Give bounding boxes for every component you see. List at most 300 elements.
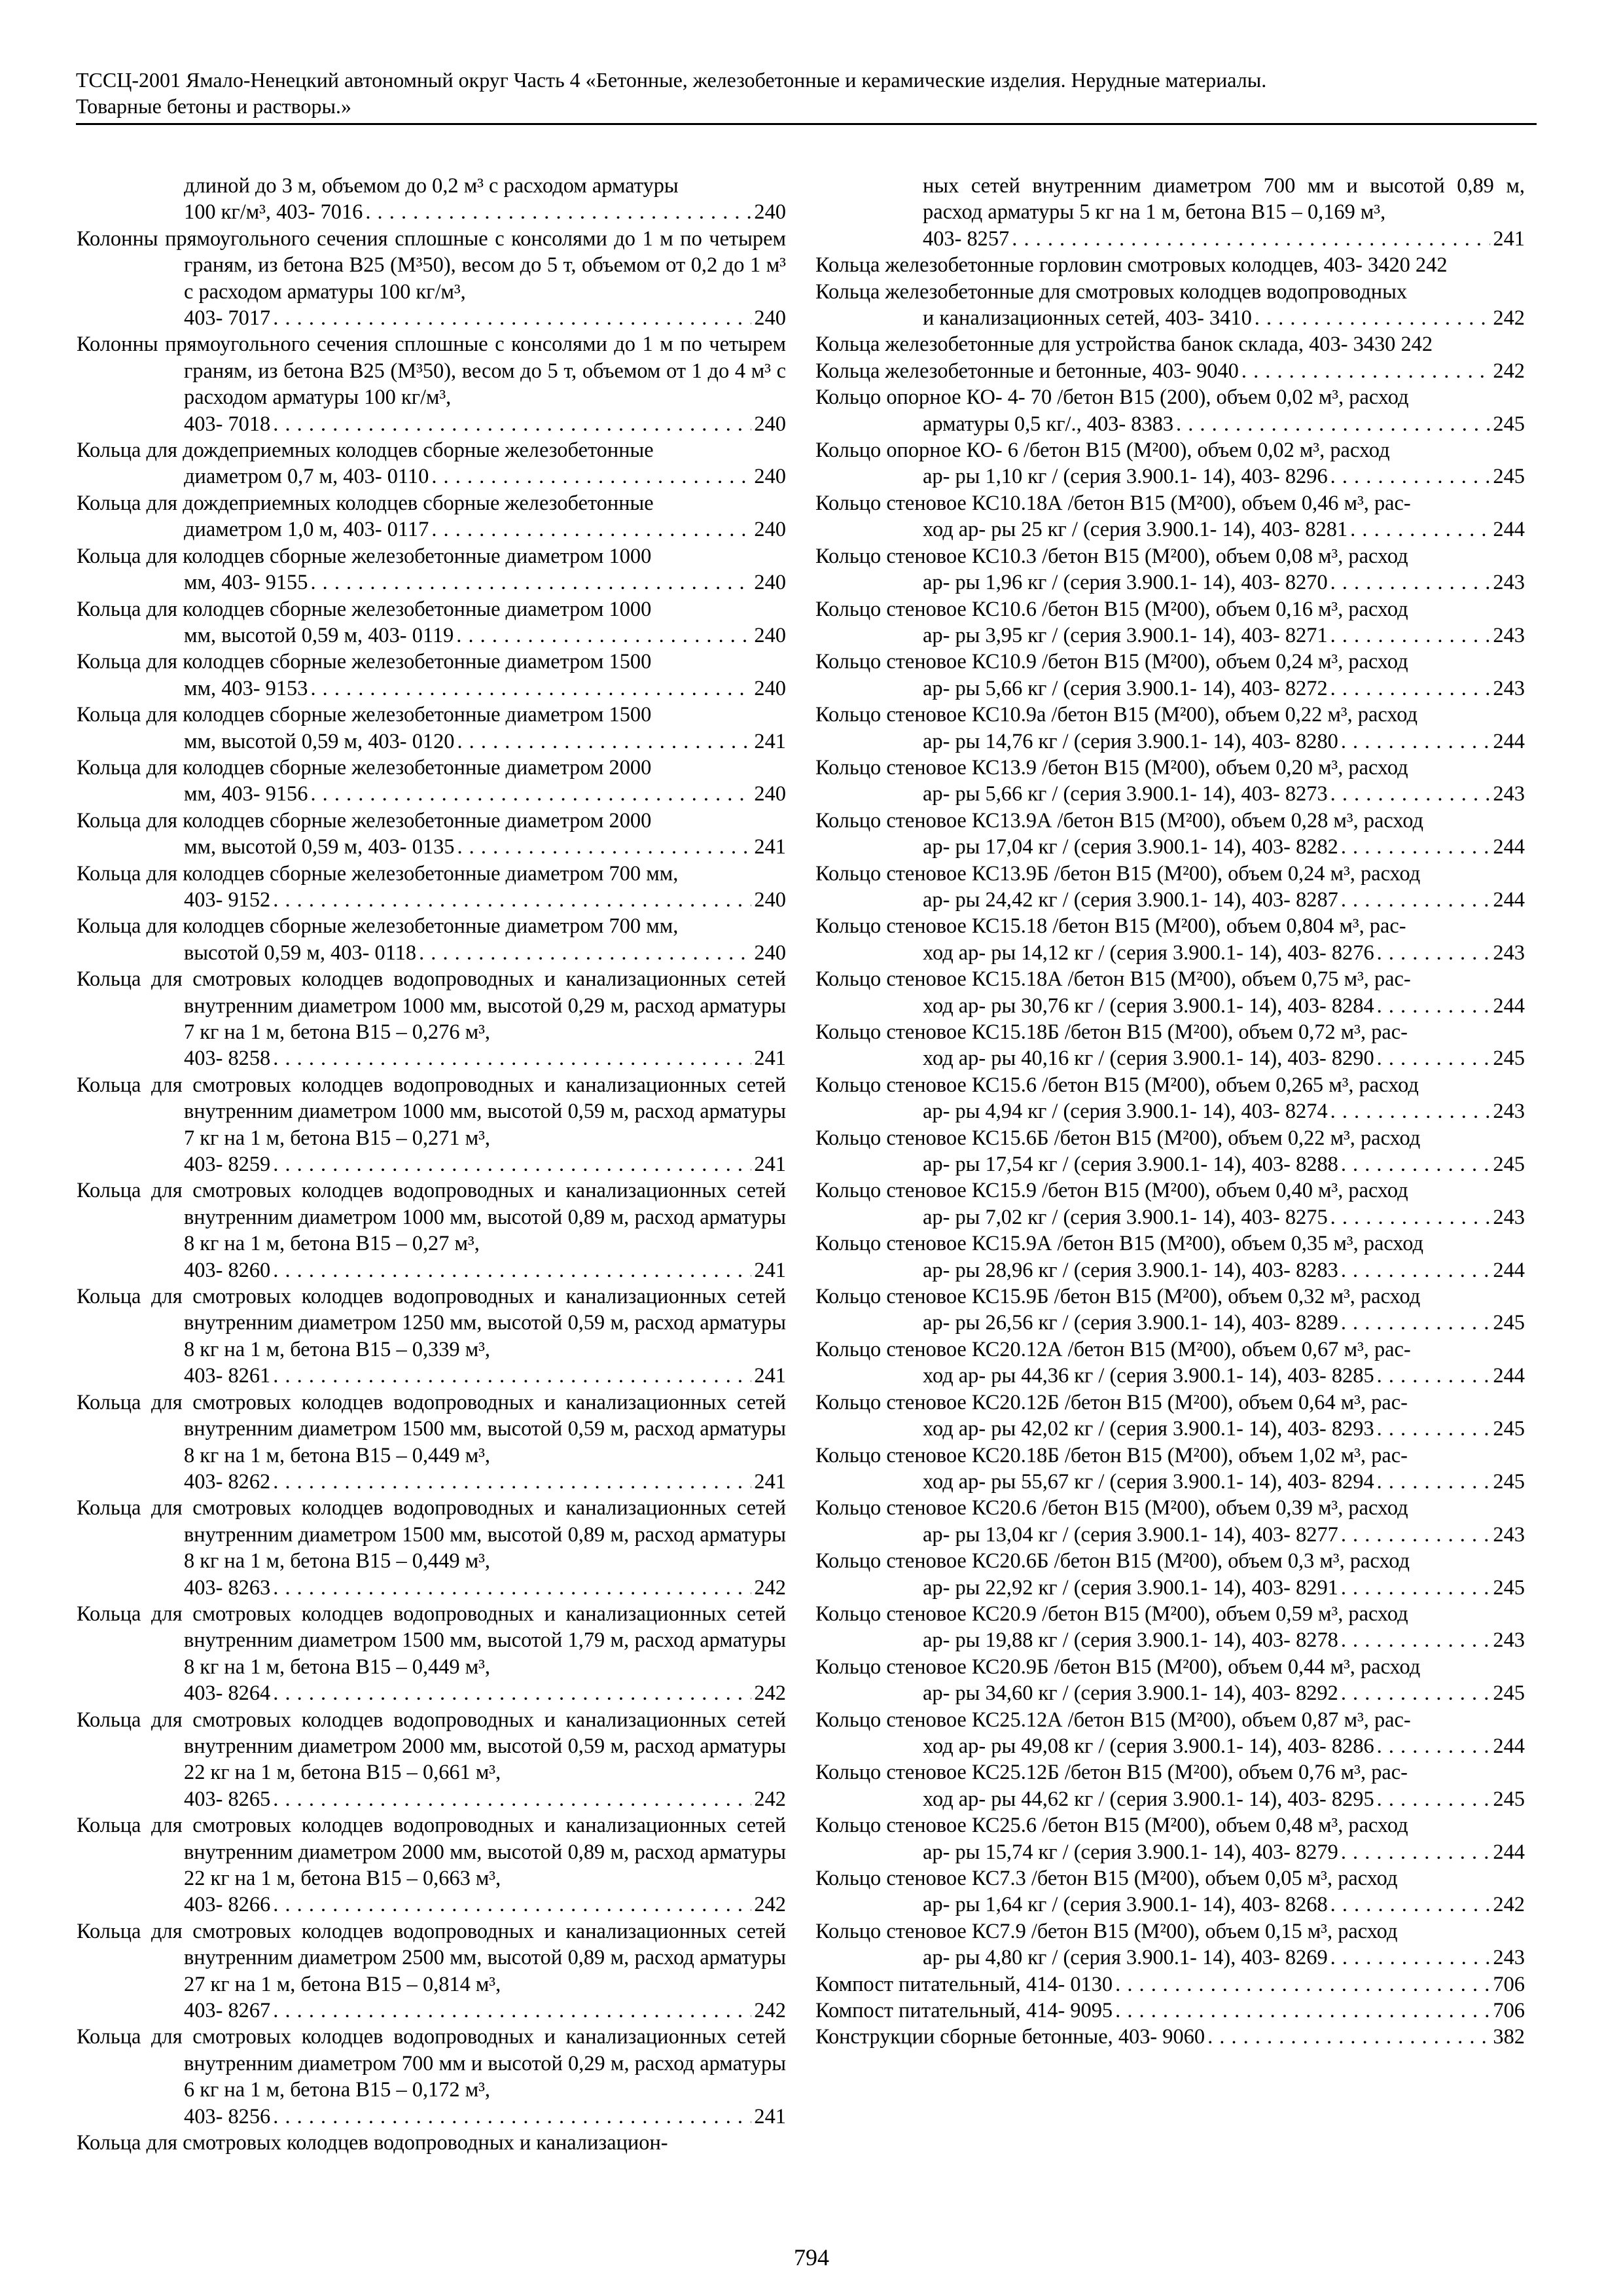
dot-leader (365, 199, 751, 225)
dot-leader (273, 1892, 751, 1918)
index-entry-reference: Кольца железобетонные и бетонные, 403- 9040 (815, 359, 1239, 383)
index-entry-reference: ар- ры 5,66 кг / (серия 3.900.1- 14), 403- 8273 (923, 782, 1328, 806)
index-entry-page: 243 (1493, 571, 1525, 595)
index-entry-text: Кольца для смотровых колодцев водопроводных и канализационных сетей внутренним диаметром 700 мм и высотой 0,29 м, расход арматуры 6 кг на 1 м, бетона В15 – 0,172 м³, (77, 2025, 786, 2102)
index-entry-page: 241 (754, 1469, 786, 1494)
dot-leader (1330, 463, 1491, 490)
index-entry-reference: ход ар- ры 42,02 кг / (серия 3.900.1- 14), 403- 8293 (923, 1417, 1374, 1441)
index-entry-text: Кольца железобетонные для устройства банок склада, 403- 3430 242 (815, 332, 1433, 357)
index-entry-text: Кольцо стеновое КС20.6 /бетон В15 (М²00), объем 0,39 м³, расход (815, 1496, 1408, 1520)
index-entry-text: Кольцо стеновое КС15.6Б /бетон В15 (М²00), объем 0,22 м³, расход (815, 1126, 1421, 1150)
dot-leader (1377, 993, 1491, 1019)
index-entry-page: 244 (1493, 729, 1525, 753)
index-entry (815, 384, 1525, 437)
index-entry-reference: 403- 8258 (184, 1047, 271, 1071)
index-entry (77, 596, 786, 649)
index-entry (77, 437, 786, 490)
index-entry-reference: и канализационных сетей, 403- 3410 (923, 306, 1252, 331)
index-entry (815, 1998, 1525, 2024)
index-entry-reference: ход ар- ры 49,08 кг / (серия 3.900.1- 14), 403- 8286 (923, 1734, 1374, 1758)
index-entry-reference: ход ар- ры 14,12 кг / (серия 3.900.1- 14), 403- 8276 (923, 941, 1374, 965)
index-entry (815, 649, 1525, 702)
dot-leader (1330, 1945, 1491, 1971)
index-entry-reference: арматуры 0,5 кг/., 403- 8383 (923, 412, 1174, 436)
dot-leader (273, 887, 751, 913)
index-entry-reference: Конструкции сборные бетонные, 403- 9060 (815, 2025, 1205, 2049)
index-entry-text: Кольца для колодцев сборные железобетонные диаметром 1500 (77, 703, 652, 727)
index-entry-page: 243 (1493, 1628, 1525, 1653)
index-entry-text: Кольца для смотровых колодцев водопроводных и канализационных сетей внутренним диаметром 1000 мм, высотой 0,89 м, расход арматуры 8 кг на 1 м, бетона В15 – 0,27 м³, (77, 1179, 786, 1256)
dot-leader (1341, 728, 1491, 755)
index-entry-page: 241 (754, 1047, 786, 1071)
index-entry (815, 1759, 1525, 1812)
index-entry-page: 243 (1493, 676, 1525, 700)
index-entry (815, 1654, 1525, 1707)
dot-leader (273, 1680, 751, 1706)
index-entry-reference: 403- 8265 (184, 1787, 271, 1811)
index-entry-page: 241 (1493, 226, 1525, 251)
dot-leader (1330, 1098, 1491, 1124)
index-entry (815, 1230, 1525, 1283)
index-entry-reference: ар- ры 24,42 кг / (серия 3.900.1- 14), 403- 8287 (923, 888, 1338, 912)
index-entry-text: Кольца для смотровых колодцев водопроводных и канализационных сетей внутренним диаметром 1500 мм, высотой 1,79 м, расход арматуры 8 кг на 1 м, бетона В15 – 0,449 м³, (77, 1602, 786, 1679)
index-entry-text: длиной до 3 м, объемом до 0,2 м³ с расходом арматуры (184, 174, 679, 198)
dot-leader (456, 622, 751, 649)
dot-leader (273, 1257, 751, 1283)
index-entry-text: Кольца для колодцев сборные железобетонные диаметром 2000 (77, 808, 652, 833)
index-entry-page: 244 (1493, 1364, 1525, 1388)
index-entry (77, 543, 786, 596)
index-entry-text: Кольца для смотровых колодцев водопроводных и канализационных сетей внутренним диаметром 2000 мм, высотой 0,59 м, расход арматуры 22 кг на 1 м, бетона В15 – 0,661 м³, (77, 1708, 786, 1785)
index-entry-text: Кольцо стеновое КС13.9 /бетон В15 (М²00), объем 0,20 м³, расход (815, 755, 1408, 780)
index-entry-text: Кольцо стеновое КС20.12Б /бетон В15 (М²00), объем 0,64 м³, рас- (815, 1390, 1408, 1414)
index-entry (815, 702, 1525, 755)
index-entry-reference: Компост питательный, 414- 0130 (815, 1972, 1113, 1996)
index-entry-page: 242 (754, 1999, 786, 2023)
index-entry-reference: 403- 8260 (184, 1258, 271, 1282)
index-entry-reference: 403- 8259 (184, 1153, 271, 1177)
index-entry-page: 245 (1493, 1787, 1525, 1811)
index-entry (77, 702, 786, 755)
index-entry-text: Кольцо стеновое КС15.6 /бетон В15 (М²00), объем 0,265 м³, расход (815, 1073, 1419, 1097)
index-entry-text: Кольцо стеновое КС20.18Б /бетон В15 (М²00), объем 1,02 м³, рас- (815, 1443, 1408, 1467)
index-entry-reference: 403- 8262 (184, 1469, 271, 1494)
index-entry (815, 279, 1525, 332)
dot-leader (1330, 622, 1491, 649)
index-entry-page: 244 (1493, 1734, 1525, 1758)
index-entry (815, 1548, 1525, 1601)
dot-leader (1377, 940, 1491, 966)
index-entry-text: Кольца для смотровых колодцев водопроводных и канализационных сетей внутренним диаметром 1000 мм, высотой 0,29 м, расход арматуры 7 кг на 1 м, бетона В15 – 0,276 м³, (77, 967, 786, 1044)
index-entry (815, 173, 1525, 252)
index-entry-page: 245 (1493, 1469, 1525, 1494)
index-entry-text: Кольца для смотровых колодцев водопроводных и канализационных сетей внутренним диаметром 2000 мм, высотой 0,89 м, расход арматуры 22 кг на 1 м, бетона В15 – 0,663 м³, (77, 1814, 786, 1890)
index-entry-text: Кольца для смотровых колодцев водопроводных и канализационных сетей внутренним диаметром 1500 мм, высотой 0,89 м, расход арматуры 8 кг на 1 м, бетона В15 – 0,449 м³, (77, 1496, 786, 1573)
dot-leader (1115, 1998, 1490, 2024)
index-entry-page: 240 (754, 412, 786, 436)
index-entry-page: 244 (1493, 1840, 1525, 1864)
index-entry-page: 240 (754, 571, 786, 595)
dot-leader (1330, 1204, 1491, 1230)
index-entry (77, 1918, 786, 2024)
index-entry (815, 1283, 1525, 1336)
index-entry-reference: ар- ры 26,56 кг / (серия 3.900.1- 14), 403- 8289 (923, 1311, 1338, 1335)
dot-leader (1341, 1680, 1491, 1706)
index-entry-page: 240 (754, 200, 786, 224)
index-entry (77, 913, 786, 966)
index-entry-page: 240 (754, 941, 786, 965)
index-entry-reference: 403- 8256 (184, 2104, 271, 2128)
index-entry-reference: 403- 8261 (184, 1364, 271, 1388)
index-entry-text: Кольцо стеновое КС10.9 /бетон В15 (М²00), объем 0,24 м³, расход (815, 650, 1408, 674)
index-entry-text: Колонны прямоугольного сечения сплошные с консолями до 1 м по четырем граням, из бетона В25 (М³50), весом до 5 т, объемом от 1 до 4 м³ с расходом арматуры 100 кг/м³, (77, 332, 786, 410)
index-entry-page: 243 (1493, 782, 1525, 806)
index-entry-reference: ар- ры 1,96 кг / (серия 3.900.1- 14), 403- 8270 (923, 571, 1328, 595)
index-entry (77, 966, 786, 1072)
index-entry (77, 861, 786, 914)
index-entry-text: ных сетей внутренним диаметром 700 мм и высотой 0,89 м, расход арматуры 5 кг на 1 м, бетона В15 – 0,169 м³, (923, 174, 1525, 224)
index-entry (77, 649, 786, 702)
index-entry-page: 243 (1493, 623, 1525, 647)
index-entry-page: 240 (754, 676, 786, 700)
index-entry-text: Кольца для смотровых колодцев водопроводных и канализацион- (77, 2131, 668, 2155)
index-entry (815, 543, 1525, 596)
index-entry-page: 241 (754, 835, 786, 859)
index-entry-reference: 403- 9152 (184, 888, 271, 912)
index-entry-text: Кольца для колодцев сборные железобетонные диаметром 700 мм, (77, 914, 679, 939)
index-entry (77, 1812, 786, 1918)
index-entry-text: Кольца для колодцев сборные железобетонные диаметром 2000 (77, 755, 652, 780)
index-entry-page: 243 (1493, 1946, 1525, 1970)
dot-leader (1330, 569, 1491, 596)
index-entry (77, 1390, 786, 1496)
index-entry (815, 1336, 1525, 1390)
index-entry-page: 242 (754, 1787, 786, 1811)
index-entry-reference: мм, высотой 0,59 м, 403- 0135 (184, 835, 455, 859)
dot-leader (273, 1151, 751, 1177)
index-entry-reference: ар- ры 22,92 кг / (серия 3.900.1- 14), 403- 8291 (923, 1575, 1338, 1600)
index-entry-text: Кольца для дождеприемных колодцев сборные железобетонные (77, 439, 654, 463)
index-entry (815, 1125, 1525, 1178)
index-entry-text: Кольцо стеновое КС25.6 /бетон В15 (М²00), объем 0,48 м³, расход (815, 1814, 1408, 1838)
index-entry-text: Кольца для дождеприемных колодцев сборные железобетонные (77, 491, 654, 515)
index-entry-page: 241 (754, 2104, 786, 2128)
dot-leader (1330, 781, 1491, 807)
index-entry (815, 1072, 1525, 1125)
index-entry (77, 1495, 786, 1601)
index-entry (77, 1283, 786, 1390)
index-entry-reference: ар- ры 4,80 кг / (серия 3.900.1- 14), 403- 8269 (923, 1946, 1328, 1970)
index-entry-page: 240 (754, 888, 786, 912)
index-entry-reference: ар- ры 1,64 кг / (серия 3.900.1- 14), 403- 8268 (923, 1893, 1328, 1917)
index-entry (815, 1019, 1525, 1072)
index-entry (815, 1707, 1525, 1760)
dot-leader (273, 305, 751, 331)
index-entry-page: 242 (754, 1893, 786, 1917)
dot-leader (1255, 305, 1491, 331)
index-entry (815, 358, 1525, 384)
index-entry-reference: 403- 8257 (923, 226, 1010, 251)
dot-leader (273, 1998, 751, 2024)
index-entry-page: 240 (754, 465, 786, 489)
index-column-left (77, 173, 786, 2156)
index-entry-text: Кольцо стеновое КС7.9 /бетон В15 (М²00), объем 0,15 м³, расход (815, 1919, 1398, 1943)
index-entry-text: Кольцо стеновое КС10.18А /бетон В15 (М²00), объем 0,46 м³, рас- (815, 491, 1411, 515)
header-rule (76, 123, 1537, 125)
index-entry (815, 966, 1525, 1019)
dot-leader (1241, 358, 1491, 384)
dot-leader (1350, 516, 1490, 543)
index-entry-page: 245 (1493, 1153, 1525, 1177)
index-entry-text: Кольцо стеновое КС15.18Б /бетон В15 (М²00), объем 0,72 м³, рас- (815, 1020, 1408, 1044)
index-entry-reference: диаметром 0,7 м, 403- 0110 (184, 465, 429, 489)
index-entry (815, 2024, 1525, 2050)
index-entry-text: Кольцо стеновое КС7.3 /бетон В15 (М²00), объем 0,05 м³, расход (815, 1867, 1398, 1890)
index-entry-page: 245 (1493, 1417, 1525, 1441)
index-entry (77, 2130, 786, 2156)
index-entry-reference: ход ар- ры 40,16 кг / (серия 3.900.1- 14), 403- 8290 (923, 1047, 1374, 1071)
page-number: 794 (794, 2244, 829, 2270)
index-entry-reference: ар- ры 28,96 кг / (серия 3.900.1- 14), 403- 8283 (923, 1258, 1338, 1282)
index-entry-text: Кольцо стеновое КС10.9а /бетон В15 (М²00), объем 0,22 м³, расход (815, 703, 1418, 727)
index-entry-reference: мм, 403- 9156 (184, 782, 308, 806)
index-entry (815, 861, 1525, 914)
index-entry-reference: ход ар- ры 55,67 кг / (серия 3.900.1- 14), 403- 8294 (923, 1469, 1374, 1494)
dot-leader (1330, 675, 1491, 702)
index-entry-text: Кольцо опорное КО- 6 /бетон В15 (М²00), объем 0,02 м³, расход (815, 439, 1390, 463)
index-entry-reference: 403- 7018 (184, 412, 271, 436)
index-entry (815, 913, 1525, 966)
index-entry-text: Кольцо стеновое КС20.9 /бетон В15 (М²00), объем 0,59 м³, расход (815, 1602, 1408, 1626)
dot-leader (1377, 1733, 1491, 1759)
index-entry-reference: ар- ры 1,10 кг / (серия 3.900.1- 14), 403- 8296 (923, 465, 1328, 489)
index-entry-page: 240 (754, 306, 786, 331)
dot-leader (457, 728, 751, 755)
dot-leader (1377, 1363, 1491, 1389)
index-entry-reference: диаметром 1,0 м, 403- 0117 (184, 518, 429, 542)
index-entry-page: 382 (1493, 2025, 1525, 2049)
dot-leader (1377, 1045, 1491, 1071)
index-entry-reference: Компост питательный, 414- 9095 (815, 1999, 1113, 2023)
index-entry-reference: ар- ры 17,04 кг / (серия 3.900.1- 14), 403- 8282 (923, 835, 1338, 859)
index-entry-text: Кольца железобетонные для смотровых колодцев водопроводных (815, 279, 1408, 304)
dot-leader (273, 2104, 751, 2130)
dot-leader (310, 781, 751, 807)
index-entry-page: 245 (1493, 465, 1525, 489)
index-entry-text: Кольца для смотровых колодцев водопроводных и канализационных сетей внутренним диаметром 2500 мм, высотой 0,89 м, расход арматуры 27 кг на 1 м, бетона В15 – 0,814 м³, (77, 1919, 786, 1996)
index-entry-text: Кольцо стеновое КС13.9Б /бетон В15 (М²00), объем 0,24 м³, расход (815, 861, 1421, 886)
index-entry-text: Кольцо стеновое КС15.9Б /бетон В15 (М²00), объем 0,32 м³, расход (815, 1285, 1421, 1309)
dot-leader (1377, 1786, 1491, 1812)
dot-leader (1115, 1971, 1490, 1998)
index-entry-reference: 403- 8263 (184, 1575, 271, 1600)
index-entry-page: 241 (754, 1258, 786, 1282)
header-line-1: ТССЦ-2001 Ямало-Ненецкий автономный округ Часть 4 «Бетонные, железобетонные и керамические изделия. Нерудные материалы. (76, 68, 1267, 92)
index-entry-reference: ар- ры 19,88 кг / (серия 3.900.1- 14), 403- 8278 (923, 1628, 1338, 1653)
index-entry-text: Кольцо стеновое КС25.12А /бетон В15 (М²00), объем 0,87 м³, рас- (815, 1708, 1411, 1732)
index-entry (815, 596, 1525, 649)
dot-leader (457, 834, 751, 860)
index-entry-text: Кольца железобетонные горловин смотровых колодцев, 403- 3420 242 (815, 253, 1448, 278)
index-entry-reference: ар- ры 13,04 кг / (серия 3.900.1- 14), 403- 8277 (923, 1522, 1338, 1547)
dot-leader (1341, 1575, 1491, 1601)
index-entry-text: Кольцо стеновое КС10.6 /бетон В15 (М²00), объем 0,16 м³, расход (815, 597, 1408, 621)
dot-leader (1377, 1416, 1491, 1442)
index-entry-page: 241 (754, 1364, 786, 1388)
index-entry-text: Кольца для смотровых колодцев водопроводных и канализационных сетей внутренним диаметром 1250 мм, высотой 0,59 м, расход арматуры 8 кг на 1 м, бетона В15 – 0,339 м³, (77, 1285, 786, 1361)
index-entry-text: Кольцо стеновое КС20.9Б /бетон В15 (М²00), объем 0,44 м³, расход (815, 1655, 1421, 1679)
index-entry (815, 755, 1525, 808)
index-entry-text: Кольцо опорное КО- 4- 70 /бетон В15 (200), объем 0,02 м³, расход (815, 386, 1409, 410)
index-entry-text: Кольцо стеновое КС20.12А /бетон В15 (М²00), объем 0,67 м³, рас- (815, 1337, 1411, 1361)
index-entry-reference: 403- 8266 (184, 1893, 271, 1917)
index-entry-page: 706 (1493, 1972, 1525, 1996)
index-entry-text: Колонны прямоугольного сечения сплошные с консолями до 1 м по четырем граням, из бетона В25 (М³50), весом до 5 т, объемом от 0,2 до 1 м³ с расходом арматуры 100 кг/м³, (77, 226, 786, 304)
dot-leader (1377, 1469, 1491, 1495)
index-entry-text: Кольца для смотровых колодцев водопроводных и канализационных сетей внутренним диаметром 1500 мм, высотой 0,59 м, расход арматуры 8 кг на 1 м, бетона В15 – 0,449 м³, (77, 1390, 786, 1467)
index-entry-page: 245 (1493, 1575, 1525, 1600)
index-entry-reference: ар- ры 3,95 кг / (серия 3.900.1- 14), 403- 8271 (923, 623, 1328, 647)
index-entry-reference: ход ар- ры 44,36 кг / (серия 3.900.1- 14), 403- 8285 (923, 1364, 1374, 1388)
index-entry-reference: мм, высотой 0,59 м, 403- 0119 (184, 623, 454, 647)
index-entry-text: Кольцо стеновое КС25.12Б /бетон В15 (М²00), объем 0,76 м³, рас- (815, 1761, 1408, 1785)
index-entry-page: 244 (1493, 1258, 1525, 1282)
index-entry (77, 808, 786, 861)
index-entry-page: 706 (1493, 1999, 1525, 2023)
index-entry-reference: ар- ры 5,66 кг / (серия 3.900.1- 14), 403- 8272 (923, 676, 1328, 700)
dot-leader (1341, 1839, 1491, 1865)
index-entry (815, 252, 1525, 278)
index-entry (77, 331, 786, 437)
index-entry (815, 1177, 1525, 1230)
index-entry-text: Кольцо стеновое КС15.9 /бетон В15 (М²00), объем 0,40 м³, расход (815, 1179, 1408, 1203)
index-entry-reference: ар- ры 15,74 кг / (серия 3.900.1- 14), 403- 8279 (923, 1840, 1338, 1864)
index-entry-reference: 403- 7017 (184, 306, 271, 331)
index-entry-text: Кольцо стеновое КС15.18А /бетон В15 (М²00), объем 0,75 м³, рас- (815, 967, 1411, 992)
index-entry (815, 808, 1525, 861)
index-entry-page: 243 (1493, 941, 1525, 965)
index-entry (815, 1971, 1525, 1998)
index-entry (77, 490, 786, 543)
index-entry-page: 245 (1493, 412, 1525, 436)
index-entry-reference: ход ар- ры 44,62 кг / (серия 3.900.1- 14), 403- 8295 (923, 1787, 1374, 1811)
dot-leader (273, 1786, 751, 1812)
index-entry-page: 244 (1493, 994, 1525, 1018)
index-entry-page: 241 (754, 729, 786, 753)
index-entry-page: 243 (1493, 1205, 1525, 1229)
index-entry-page: 243 (1493, 1100, 1525, 1124)
index-entry-page: 245 (1493, 1681, 1525, 1706)
index-entry-text: Кольцо стеновое КС15.9А /бетон В15 (М²00), объем 0,35 м³, расход (815, 1232, 1424, 1256)
index-entry (77, 1177, 786, 1283)
dot-leader (273, 411, 751, 437)
index-entry-page: 242 (1493, 359, 1525, 383)
index-entry-reference: 100 кг/м³, 403- 7016 (184, 200, 363, 224)
index-entry-page: 245 (1493, 1047, 1525, 1071)
index-entry (77, 1707, 786, 1813)
index-entry-reference: ход ар- ры 25 кг / (серия 3.900.1- 14), 403- 8281 (923, 518, 1348, 542)
index-entry (815, 1812, 1525, 1865)
index-column-right (815, 173, 1525, 2051)
index-entry-reference: 403- 8264 (184, 1681, 271, 1706)
index-entry (815, 1918, 1525, 1971)
index-entry-text: Кольцо стеновое КС15.18 /бетон В15 (М²00), объем 0,804 м³, рас- (815, 914, 1406, 939)
dot-leader (1330, 1892, 1491, 1918)
index-entry (77, 755, 786, 808)
index-entry-text: Кольца для колодцев сборные железобетонные диаметром 1000 (77, 597, 652, 621)
index-entry (815, 331, 1525, 357)
index-entry-reference: ар- ры 7,02 кг / (серия 3.900.1- 14), 403- 8275 (923, 1205, 1328, 1229)
index-entry (77, 173, 786, 226)
index-entry-reference: ар- ры 4,94 кг / (серия 3.900.1- 14), 403- 8274 (923, 1100, 1328, 1124)
dot-leader (1341, 1310, 1491, 1336)
index-entry-text: Кольцо стеновое КС20.6Б /бетон В15 (М²00), объем 0,3 м³, расход (815, 1549, 1410, 1573)
dot-leader (1341, 887, 1491, 913)
index-entry-page: 240 (754, 782, 786, 806)
dot-leader (1341, 1522, 1491, 1548)
dot-leader (1341, 1627, 1491, 1653)
dot-leader (273, 1363, 751, 1389)
index-entry-text: Кольцо стеновое КС10.3 /бетон В15 (М²00), объем 0,08 м³, расход (815, 544, 1408, 568)
index-entry (815, 437, 1525, 490)
index-entry (77, 1601, 786, 1707)
dot-leader (431, 516, 751, 543)
index-entry-page: 242 (754, 1681, 786, 1706)
index-entry-page: 241 (754, 1153, 786, 1177)
index-entry-page: 240 (754, 518, 786, 542)
index-entry-reference: ар- ры 17,54 кг / (серия 3.900.1- 14), 403- 8288 (923, 1153, 1338, 1177)
dot-leader (419, 940, 751, 966)
index-entry (815, 490, 1525, 543)
index-entry (815, 1390, 1525, 1443)
index-entry (815, 1601, 1525, 1654)
index-entry-page: 242 (1493, 306, 1525, 331)
dot-leader (1341, 834, 1491, 860)
index-entry-text: Кольца для колодцев сборные железобетонные диаметром 1000 (77, 544, 652, 568)
dot-leader (273, 1469, 751, 1495)
dot-leader (273, 1045, 751, 1071)
index-entry-text: Кольца для колодцев сборные железобетонные диаметром 700 мм, (77, 861, 679, 886)
index-entry-page: 244 (1493, 835, 1525, 859)
index-entry-reference: мм, 403- 9155 (184, 571, 308, 595)
page-header (76, 67, 1542, 119)
header-line-2: Товарные бетоны и растворы.» (76, 94, 352, 118)
index-entry-page: 240 (754, 623, 786, 647)
index-entry-reference: 403- 8267 (184, 1999, 271, 2023)
index-entry-page: 244 (1493, 888, 1525, 912)
index-entry (815, 1443, 1525, 1496)
index-entry (815, 1495, 1525, 1548)
dot-leader (310, 569, 751, 596)
index-entry-reference: мм, высотой 0,59 м, 403- 0120 (184, 729, 455, 753)
index-entry (77, 226, 786, 332)
index-entry-reference: ход ар- ры 30,76 кг / (серия 3.900.1- 14), 403- 8284 (923, 994, 1374, 1018)
index-entry-reference: ар- ры 34,60 кг / (серия 3.900.1- 14), 403- 8292 (923, 1681, 1338, 1706)
dot-leader (273, 1575, 751, 1601)
index-entry-reference: ар- ры 14,76 кг / (серия 3.900.1- 14), 403- 8280 (923, 729, 1338, 753)
index-entry (77, 2024, 786, 2130)
index-entry-page: 245 (1493, 1311, 1525, 1335)
dot-leader (1207, 2024, 1490, 2050)
index-entry-reference: высотой 0,59 м, 403- 0118 (184, 941, 417, 965)
dot-leader (1012, 226, 1490, 252)
index-entry-reference: мм, 403- 9153 (184, 676, 308, 700)
index-entry-page: 243 (1493, 1522, 1525, 1547)
index-entry-text: Кольцо стеновое КС13.9А /бетон В15 (М²00), объем 0,28 м³, расход (815, 808, 1424, 833)
index-entry-text: Кольца для смотровых колодцев водопроводных и канализационных сетей внутренним диаметром 1000 мм, высотой 0,59 м, расход арматуры 7 кг на 1 м, бетона В15 – 0,271 м³, (77, 1073, 786, 1150)
dot-leader (1341, 1151, 1491, 1177)
index-entry-page: 242 (754, 1575, 786, 1600)
